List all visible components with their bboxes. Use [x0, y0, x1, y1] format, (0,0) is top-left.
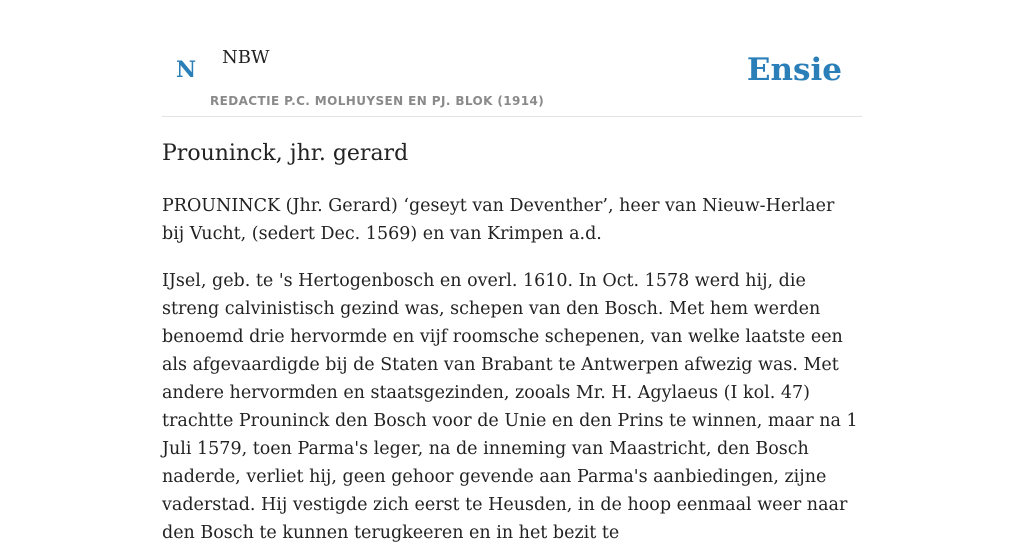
- site-header: [162, 0, 862, 117]
- brand-logo[interactable]: Ensie: [746, 52, 842, 88]
- source-name[interactable]: NBW: [222, 47, 270, 68]
- article-paragraph: PROUNINCK (Jhr. Gerard) ‘geseyt van Deventher’, heer van Nieuw-Herlaer bij Vucht, (sedert Dec. 1569) en van Krimpen a.d.: [162, 196, 835, 244]
- source-logo[interactable]: N: [176, 57, 197, 83]
- article: [162, 136, 862, 547]
- article-paragraph: IJsel, geb. te 's Hertogenbosch en overl. 1610. In Oct. 1578 werd hij, die streng calvinistisch gezind was, schepen van den Bosch. Met hem werden benoemd drie hervormde en vijf roomsche schepenen, van welke laatste een als afgevaardigde bij de Staten van Brabant te Antwerpen afwezig was. Met andere hervormden en staatsgezinden, zooals Mr. H. Agylaeus (I kol. 47) trachtte Prouninck den Bosch voor de Unie en den Prins te winnen, maar na 1 Juli 1579, toen Parma's leger, na de inneming van Maastricht, den Bosch naderde, verliet hij, geen gehoor gevende aan Parma's aanbiedingen, zijne vaderstad. Hij vestigde zich eerst te Heusden, in de hoop eenmaal weer naar den Bosch te kunnen terugkeeren en in het bezit te: [162, 271, 858, 543]
- article-title: Prouninck, jhr. gerard: [162, 141, 409, 166]
- source-subtitle: REDACTIE P.C. MOLHUYSEN EN PJ. BLOK (1914): [210, 94, 545, 108]
